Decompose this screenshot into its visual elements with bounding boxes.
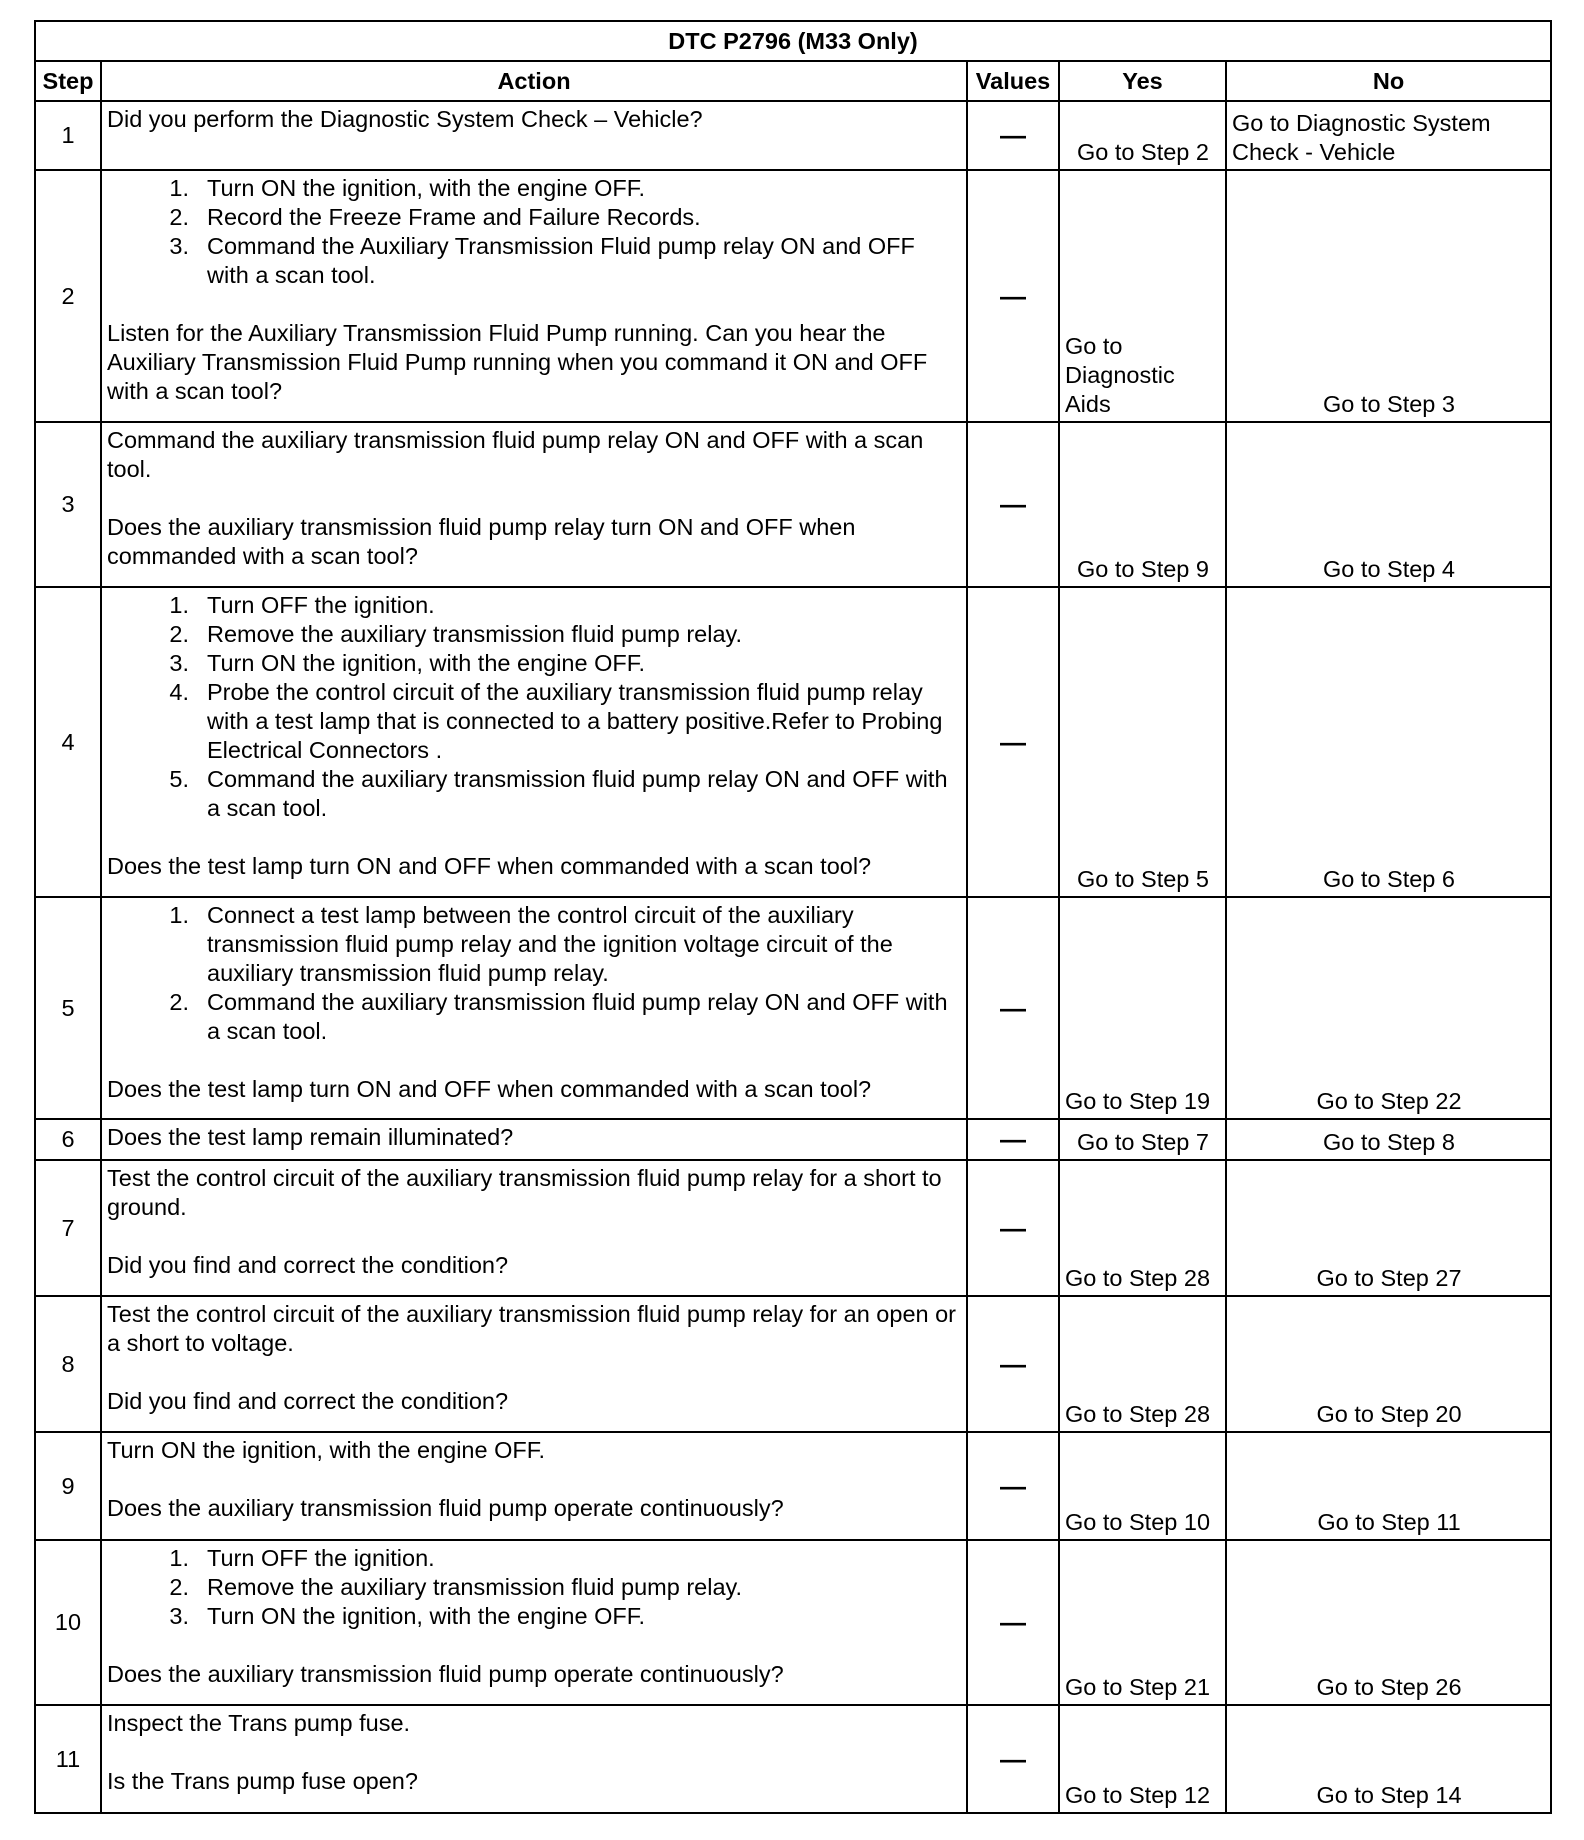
action-steps-list [107,591,962,823]
action-step-number: 1. [169,1545,189,1571]
action-text: Turn ON the ignition, with the engine OFF. [107,1437,546,1463]
no-cell[interactable]: Go to Step 27 [1226,1160,1551,1296]
action-text: Command the auxiliary transmission fluid pump relay ON and OFF with a scan tool. [107,427,924,482]
table-row [35,1296,1551,1432]
action-step [107,678,962,765]
action-cell [101,1432,967,1540]
action-step-number: 5. [169,766,189,792]
header-step: Step [35,61,101,101]
action-step-text: Turn ON the ignition, with the engine OFF. [207,650,646,676]
action-question: Is the Trans pump fuse open? [107,1768,418,1794]
header-yes: Yes [1059,61,1226,101]
step-number: 10 [35,1540,101,1705]
action-step-text: Turn ON the ignition, with the engine OFF. [207,1603,646,1629]
step-number: 8 [35,1296,101,1432]
action-step-number: 3. [169,1603,189,1629]
action-spacer [107,290,962,319]
action-step-number: 3. [169,650,189,676]
action-step-text: Remove the auxiliary transmission fluid pump relay. [207,621,743,647]
yes-cell[interactable]: Go to Step 28 [1059,1160,1226,1296]
action-steps-list [107,174,962,290]
action-question: Does the auxiliary transmission fluid pump operate continuously? [107,1661,784,1687]
action-step [107,1544,962,1573]
header-no: No [1226,61,1551,101]
action-step-number: 2. [169,989,189,1015]
table-row [35,170,1551,422]
action-cell [101,170,967,422]
step-number: 3 [35,422,101,587]
action-step-text: Record the Freeze Frame and Failure Records. [207,204,701,230]
no-cell[interactable]: Go to Diagnostic System Check - Vehicle [1226,101,1551,170]
action-steps-list [107,901,962,1046]
yes-cell[interactable]: Go to Step 7 [1059,1119,1226,1160]
table-row [35,101,1551,170]
action-spacer [107,1046,962,1075]
yes-cell[interactable]: Go to Step 21 [1059,1540,1226,1705]
action-spacer [107,1465,962,1494]
table-row [35,1119,1551,1160]
values-cell: — [967,1296,1059,1432]
action-cell [101,1705,967,1813]
values-cell: — [967,1432,1059,1540]
action-spacer [107,823,962,852]
action-step [107,1573,962,1602]
yes-cell[interactable]: Go to Step 28 [1059,1296,1226,1432]
header-action: Action [101,61,967,101]
no-cell[interactable]: Go to Step 20 [1226,1296,1551,1432]
action-spacer [107,1631,962,1660]
table-body [35,101,1551,1813]
action-step [107,232,962,290]
action-step [107,620,962,649]
step-number: 2 [35,170,101,422]
action-step-text: Command the auxiliary transmission fluid pump relay ON and OFF with a scan tool. [207,766,948,821]
table-row [35,1705,1551,1813]
step-number: 4 [35,587,101,897]
action-text: Test the control circuit of the auxiliary transmission fluid pump relay for an open or a short to voltage. [107,1301,957,1356]
action-text: Does the test lamp remain illuminated? [107,1124,514,1150]
values-cell: — [967,1160,1059,1296]
action-step [107,174,962,203]
action-text: Inspect the Trans pump fuse. [107,1710,411,1736]
action-cell [101,897,967,1119]
action-step-number: 4. [169,679,189,705]
action-step-number: 2. [169,1574,189,1600]
no-cell[interactable]: Go to Step 14 [1226,1705,1551,1813]
no-cell[interactable]: Go to Step 8 [1226,1119,1551,1160]
step-number: 1 [35,101,101,170]
header-values: Values [967,61,1059,101]
table-row [35,1160,1551,1296]
table-row [35,1432,1551,1540]
action-question: Did you find and correct the condition? [107,1252,509,1278]
action-step-text: Connect a test lamp between the control circuit of the auxiliary transmission fluid pump relay and the ignition voltage circuit of the auxiliary transmission fluid pump relay. [207,902,893,986]
action-steps-list [107,1544,962,1631]
action-step-text: Command the auxiliary transmission fluid pump relay ON and OFF with a scan tool. [207,989,948,1044]
step-number: 11 [35,1705,101,1813]
action-step-number: 2. [169,204,189,230]
yes-cell[interactable]: Go to Step 5 [1059,587,1226,897]
table-row [35,587,1551,897]
action-step-text: Turn OFF the ignition. [207,1545,435,1571]
yes-cell[interactable]: Go to Step 12 [1059,1705,1226,1813]
values-cell: — [967,587,1059,897]
action-spacer [107,1222,962,1251]
no-cell[interactable]: Go to Step 11 [1226,1432,1551,1540]
no-cell[interactable]: Go to Step 3 [1226,170,1551,422]
action-text: Did you perform the Diagnostic System Check – Vehicle? [107,106,703,132]
action-step-number: 1. [169,592,189,618]
action-question: Does the test lamp turn ON and OFF when commanded with a scan tool? [107,853,872,879]
action-spacer [107,1358,962,1387]
step-number: 9 [35,1432,101,1540]
table-row [35,422,1551,587]
action-step-text: Probe the control circuit of the auxiliary transmission fluid pump relay with a test lamp that is connected to a battery positive.Refer to Probing Electrical Connectors . [207,679,943,763]
values-cell: — [967,170,1059,422]
action-step-text: Turn ON the ignition, with the engine OFF. [207,175,646,201]
yes-cell[interactable]: Go to Diagnostic Aids [1059,170,1226,422]
no-cell[interactable]: Go to Step 22 [1226,897,1551,1119]
action-cell [101,1160,967,1296]
values-cell: — [967,897,1059,1119]
action-cell [101,1540,967,1705]
action-step-number: 1. [169,902,189,928]
values-cell: — [967,101,1059,170]
values-cell: — [967,1119,1059,1160]
yes-cell[interactable]: Go to Step 2 [1059,101,1226,170]
action-question: Listen for the Auxiliary Transmission Fluid Pump running. Can you hear the Auxiliary Transmission Fluid Pump running when you command it ON and OFF with a scan tool? [107,320,928,404]
no-cell[interactable]: Go to Step 4 [1226,422,1551,587]
action-step [107,203,962,232]
no-cell[interactable]: Go to Step 6 [1226,587,1551,897]
action-cell [101,1119,967,1160]
action-spacer [107,484,962,513]
action-step-number: 2. [169,621,189,647]
action-cell [101,1296,967,1432]
step-number: 6 [35,1119,101,1160]
step-number: 5 [35,897,101,1119]
action-cell [101,101,967,170]
document-page [34,20,1550,1814]
table-title: DTC P2796 (M33 Only) [35,21,1551,61]
action-step-number: 1. [169,175,189,201]
action-step [107,901,962,988]
yes-cell[interactable]: Go to Step 19 [1059,897,1226,1119]
step-number: 7 [35,1160,101,1296]
action-question: Does the auxiliary transmission fluid pump operate continuously? [107,1495,784,1521]
table-row [35,897,1551,1119]
table-row [35,1540,1551,1705]
action-question: Did you find and correct the condition? [107,1388,509,1414]
action-spacer [107,1738,962,1767]
action-question: Does the test lamp turn ON and OFF when commanded with a scan tool? [107,1076,872,1102]
values-cell: — [967,422,1059,587]
yes-cell[interactable]: Go to Step 9 [1059,422,1226,587]
action-text: Test the control circuit of the auxiliary transmission fluid pump relay for a short to ground. [107,1165,942,1220]
action-cell [101,422,967,587]
diagnostic-table [34,20,1552,1814]
action-cell [101,587,967,897]
values-cell: — [967,1540,1059,1705]
action-step-text: Remove the auxiliary transmission fluid pump relay. [207,1574,743,1600]
action-step [107,649,962,678]
action-question: Does the auxiliary transmission fluid pump relay turn ON and OFF when commanded with a scan tool? [107,514,856,569]
action-step [107,1602,962,1631]
no-cell[interactable]: Go to Step 26 [1226,1540,1551,1705]
action-step [107,591,962,620]
yes-cell[interactable]: Go to Step 10 [1059,1432,1226,1540]
action-step [107,988,962,1046]
values-cell: — [967,1705,1059,1813]
action-step-text: Command the Auxiliary Transmission Fluid pump relay ON and OFF with a scan tool. [207,233,915,288]
action-step-number: 3. [169,233,189,259]
action-step-text: Turn OFF the ignition. [207,592,435,618]
action-step [107,765,962,823]
